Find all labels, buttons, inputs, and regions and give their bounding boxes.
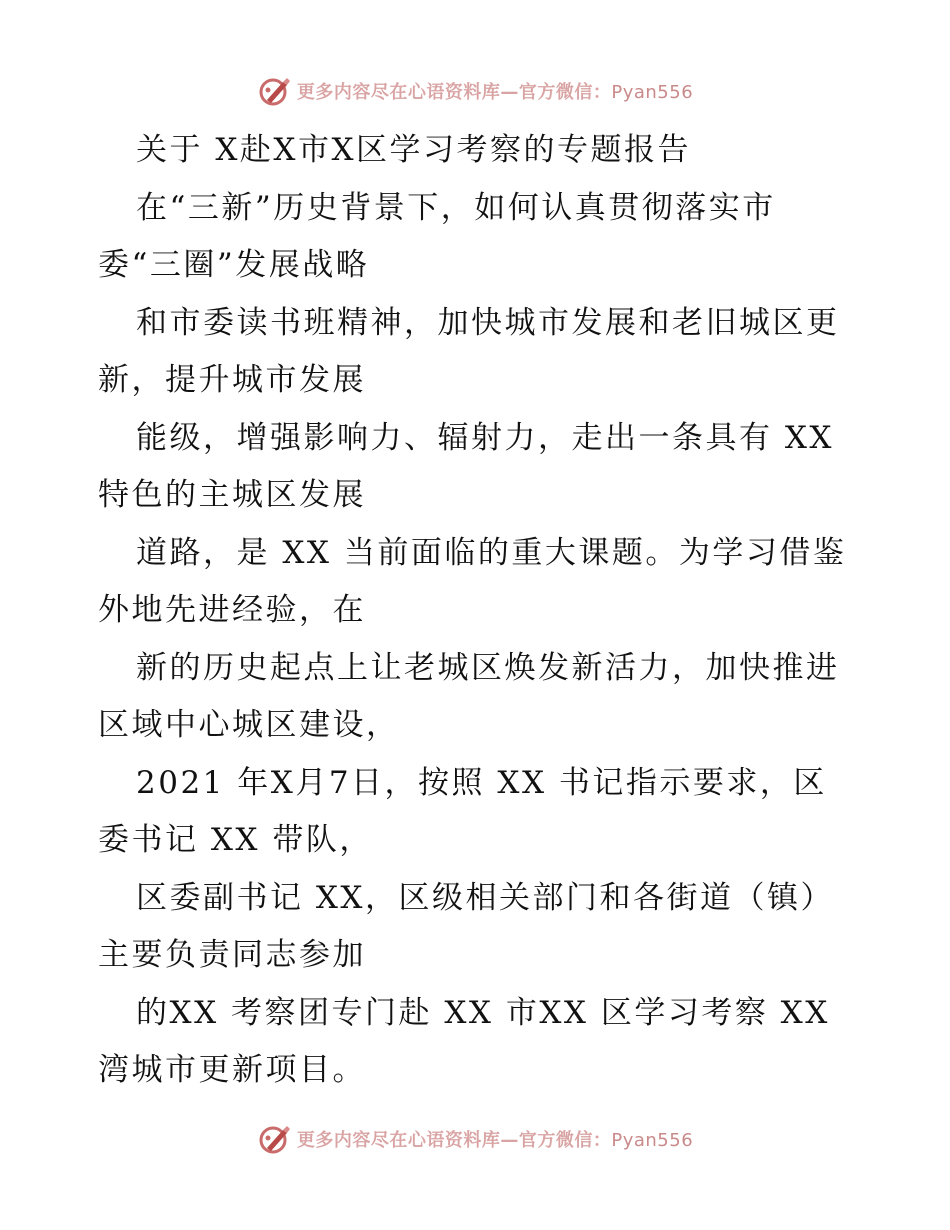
document-line: 新的历史起点上让老城区焕发新活力，加快推进 [136,649,840,686]
watermark-wechat-id: Pyan556 [611,1130,694,1151]
document-line: 道路，是 XX 当前面临的重大课题。为学习借鉴 [136,534,847,571]
header-watermark [0,71,950,111]
watermark-text [297,1126,693,1152]
document-line: 关于 X赴X市X区学习考察的专题报告 [136,132,692,168]
document-line: 区域中心城区建设， [98,707,400,743]
watermark-label: 更多内容尽在心语资料库—官方微信： [296,82,612,103]
footer-watermark [0,1119,950,1159]
document-line: 和市委读书班精神，加快城市发展和老旧城区更 [136,304,840,341]
pen-logo-icon [257,1122,291,1156]
document-line: 2021 年X月7日，按照 XX 书记指示要求，区 [136,764,827,801]
pen-logo-icon [257,74,291,108]
document-line: 特色的主城区发展 [98,477,366,513]
document-line: 主要负责同志参加 [98,937,366,973]
document-line: 区委副书记 XX，区级相关部门和各街道（镇） [136,879,834,916]
document-line: 外地先进经验，在 [98,592,366,628]
document-line: 能级，增强影响力、辐射力，走出一条具有 XX [136,419,834,456]
document-line: 委“三圈”发展战略 [98,247,370,283]
document-body [98,122,868,1100]
document-line: 湾城市更新项目。 [98,1052,366,1088]
document-line: 的XX 考察团专门赴 XX 市XX 区学习考察 XX [136,994,830,1031]
watermark-wechat-id: Pyan556 [611,82,694,103]
document-line: 在“三新”历史背景下，如何认真贯彻落实市 [136,189,776,226]
document-line: 新，提升城市发展 [98,362,366,398]
document-line: 委书记 XX 带队， [98,822,373,858]
watermark-label: 更多内容尽在心语资料库—官方微信： [296,1130,612,1151]
watermark-text [297,78,693,104]
